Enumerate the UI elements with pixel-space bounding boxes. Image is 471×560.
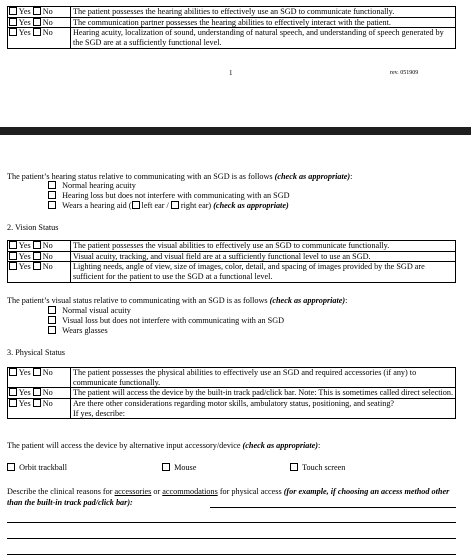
statement: The patient will access the device by the built-in track pad/click bar. Note: This is sometimes called direct selection. [71,388,456,399]
page-number: 1 [229,69,233,77]
checkbox[interactable] [290,463,298,471]
yes-label: Yes [18,7,31,16]
yes-checkbox[interactable] [9,262,17,270]
access-intro: The patient will access the device by alternative input accessory/device (check as appropriate): [7,441,321,450]
no-checkbox[interactable] [33,368,41,376]
no-checkbox[interactable] [33,241,41,249]
vision-status-heading: 2. Vision Status [7,223,59,232]
table-row: Yes No The patient possesses the physical abilities to effectively use an SGD and required accessories (if any) to communicate functionally. [8,368,456,388]
yes-checkbox[interactable] [9,388,17,396]
vision-option[interactable]: Visual loss but does not interfere with communicating with an SGD [48,316,284,326]
statement: Hearing acuity, localization of sound, understanding of natural speech, and understanding of speech generated by the SGD are at a sufficiently functional level. [71,28,456,48]
statement: Visual acuity, tracking, and visual field are at a sufficiently functional level to use an SGD. [71,251,456,262]
statement: The communication partner possesses the hearing abilities to effectively interact with the patient. [71,17,456,28]
checkbox[interactable] [48,326,56,334]
yes-checkbox[interactable] [9,18,17,26]
left-ear-checkbox[interactable] [132,201,140,209]
table-row [8,7,456,18]
yes-label: Yes [18,17,31,27]
right-ear-checkbox[interactable] [171,201,179,209]
hearing-status-intro: The patient’s hearing status relative to communicating with an SGD is as follows (check as appropriate): [7,172,353,181]
table-row [8,17,456,28]
no-checkbox[interactable] [33,7,41,15]
yes-label: Yes [18,28,31,38]
vision-option[interactable]: Wears glasses [48,326,108,336]
table-row: Yes No Lighting needs, angle of view, size of images, color, detail, and spacing of images provided by the SGD are sufficient for the patient to use the SGD at a functional level. [8,262,456,282]
no-label: No [42,28,53,38]
table-row [8,28,456,48]
checkbox[interactable] [48,181,56,189]
no-checkbox[interactable] [33,399,41,407]
checkbox[interactable] [48,316,56,324]
vision-yes-no-table [7,240,456,283]
checkbox[interactable] [48,306,56,314]
hearing-yes-no-table [7,6,456,49]
yes-checkbox[interactable] [9,399,17,407]
table-row: Yes No The patient possesses the visual abilities to effectively use an SGD to communicate functionally. [8,241,456,252]
hearing-option[interactable]: Normal hearing acuity [48,181,136,191]
page-separator [0,127,471,135]
no-label: No [42,7,53,16]
yes-checkbox[interactable] [9,241,17,249]
no-checkbox[interactable] [33,252,41,260]
answer-line[interactable] [210,507,456,508]
no-checkbox[interactable] [33,28,41,36]
statement: Lighting needs, angle of view, size of images, color, detail, and spacing of images provided by the SGD are sufficient for the patient to use the SGD at a functional level. [71,262,456,282]
checkbox[interactable] [162,463,170,471]
orbit-trackball-option[interactable]: Orbit trackball [7,463,67,473]
vision-status-intro: The patient’s visual status relative to communicating with an SGD is as follows (check as appropriate): [7,296,348,305]
physical-status-heading: 3. Physical Status [7,348,65,357]
hearing-aid-option[interactable]: Wears a hearing aid ( left ear / right ear) (check as appropriate) [48,201,289,211]
no-checkbox[interactable] [33,388,41,396]
describe-prompt: If yes, describe: [73,408,126,418]
table-row: Yes No The patient will access the device by the built-in track pad/click bar. Note: This is sometimes called direct selection. [8,388,456,399]
no-checkbox[interactable] [33,262,41,270]
answer-line[interactable] [7,554,456,555]
answer-line[interactable] [7,522,456,523]
statement: The patient possesses the visual abilities to effectively use an SGD to communicate functionally. [71,241,456,252]
statement: The patient possesses the hearing abilities to effectively use an SGD to communicate functionally. [71,7,456,18]
checkbox[interactable] [48,191,56,199]
statement: Are there other considerations regarding motor skills, ambulatory status, positioning, and seating? If yes, describe: [71,399,456,419]
checkbox[interactable] [7,463,15,471]
clinical-reasons-prompt: Describe the clinical reasons for accessories or accommodations for physical access (for example, if choosing an access method other than the built-in track pad/click bar): [7,487,450,508]
no-checkbox[interactable] [33,18,41,26]
touch-screen-option[interactable]: Touch screen [290,463,345,473]
mouse-option[interactable]: Mouse [162,463,196,473]
yes-checkbox[interactable] [9,252,17,260]
answer-line[interactable] [7,538,456,539]
revision-label: rev. 051909 [390,70,419,76]
table-row: Yes No Visual acuity, tracking, and visual field are at a sufficiently functional level to use an SGD. [8,251,456,262]
checkbox[interactable] [48,201,56,209]
vision-option[interactable]: Normal visual acuity [48,306,131,316]
hearing-option[interactable]: Hearing loss but does not interfere with communicating with an SGD [48,191,290,201]
table-row: Yes No Are there other considerations regarding motor skills, ambulatory status, positioning, and seating? If yes, describe: [8,399,456,419]
yes-checkbox[interactable] [9,7,17,15]
yes-checkbox[interactable] [9,368,17,376]
physical-yes-no-table [7,367,456,419]
no-label: No [42,17,53,27]
yes-checkbox[interactable] [9,28,17,36]
statement: The patient possesses the physical abilities to effectively use an SGD and required accessories (if any) to communicate functionally. [71,368,456,388]
